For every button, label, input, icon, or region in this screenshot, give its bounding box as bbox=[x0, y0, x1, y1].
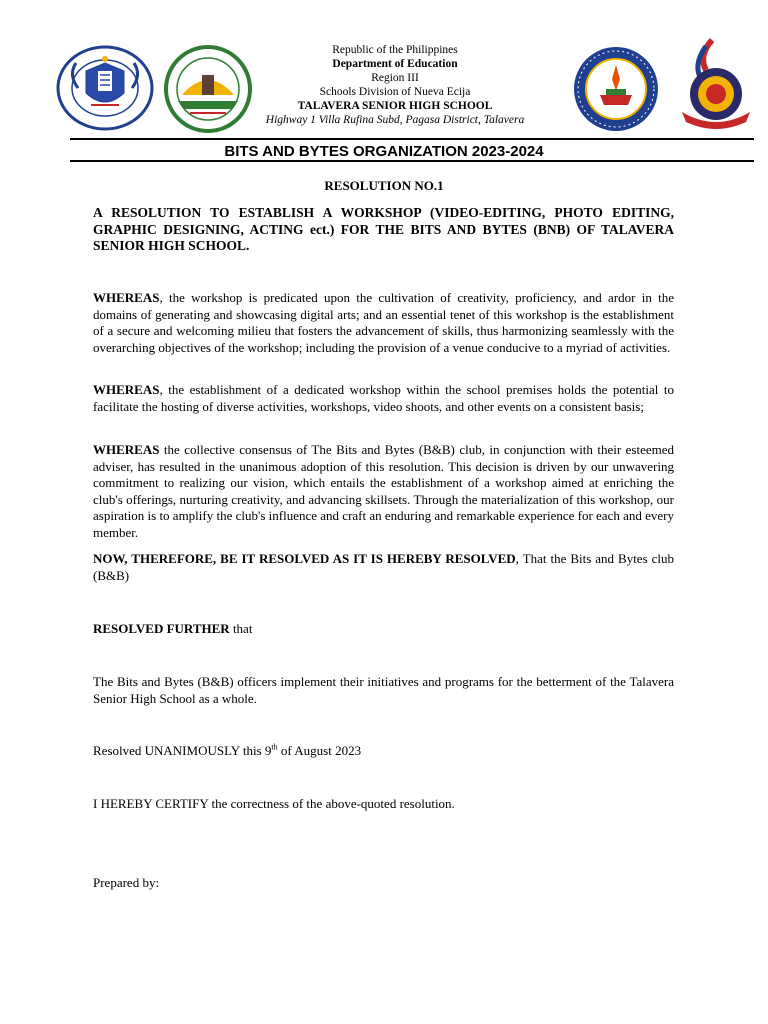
resolved-lead: NOW, THEREFORE, BE IT RESOLVED AS IT IS HEREBY RESOLVED bbox=[93, 551, 516, 566]
ordinal-suffix: th bbox=[271, 742, 278, 752]
resolved-further-text: that bbox=[229, 621, 253, 636]
resolution-number: RESOLUTION NO.1 bbox=[324, 178, 444, 193]
whereas-lead: WHEREAS bbox=[93, 442, 160, 457]
school-name-line: TALAVERA SENIOR HIGH SCHOOL bbox=[297, 100, 493, 112]
whereas-text: , the establishment of a dedicated workshop within the school premises holds the potential to facilitate the hosting of diverse activities, workshops, video shoots, and other events on a consistent basis; bbox=[93, 382, 674, 414]
prepared-by-label: Prepared by: bbox=[93, 875, 160, 890]
region-line: Region III bbox=[371, 72, 419, 84]
whereas-paragraph-3 bbox=[93, 442, 674, 541]
certify-paragraph: I HEREBY CERTIFY the correctness of the above-quoted resolution. bbox=[93, 796, 455, 811]
whereas-paragraph-2 bbox=[93, 382, 674, 415]
letterhead-text bbox=[230, 43, 560, 127]
republic-line: Republic of the Philippines bbox=[332, 44, 458, 56]
whereas-text: , the workshop is predicated upon the cultivation of creativity, proficiency, and ardor in the domains of generating and showcasing digital arts; and an essential tenet of this workshop is the establishment of a secure and welcoming milieu that fosters the advancement of skills, thus harmonizing seamlessly with the overarching objectives of the workshop; including the provision of a venue conducive to a myriad of activities. bbox=[93, 290, 674, 355]
unanimous-text-before: Resolved UNANIMOUSLY this 9 bbox=[93, 743, 272, 758]
school-seal-logo bbox=[570, 45, 662, 133]
unanimous-paragraph bbox=[93, 743, 674, 760]
officers-paragraph: The Bits and Bytes (B&B) officers implement their initiatives and programs for the betterment of the Talavera Senior High School as a whole. bbox=[93, 674, 674, 706]
letterhead bbox=[0, 0, 768, 140]
whereas-lead: WHEREAS bbox=[93, 290, 160, 305]
header-divider-bottom bbox=[70, 160, 754, 162]
resolved-text: , That the Bits and Bytes club (B&B) bbox=[93, 551, 674, 583]
address-line: Highway 1 Villa Rufina Subd, Pagasa District, Talavera bbox=[265, 114, 525, 126]
bits-and-bytes-org-logo bbox=[676, 36, 756, 134]
organization-title: BITS AND BYTES ORGANIZATION 2023-2024 bbox=[224, 143, 544, 160]
whereas-lead: WHEREAS bbox=[93, 382, 160, 397]
resolved-paragraph bbox=[93, 551, 674, 584]
whereas-text: the collective consensus of The Bits and Bytes (B&B) club, in conjunction with their esteemed adviser, has resulted in the unanimous adoption of this resolution. This decision is driven by our unwavering commitment to realizing our vision, which entails the establishment of a workshop aimed at enriching the club's offerings, nurturing creativity, and advancing skillsets. Through the materialization of this workshop, our aspiration is to amplify the club's influence and craft an enduring and remarkable experience for each and every member. bbox=[93, 442, 674, 540]
unanimous-text-after: of August 2023 bbox=[277, 743, 362, 758]
header-divider-top bbox=[70, 138, 754, 140]
resolved-further-paragraph bbox=[93, 621, 674, 638]
deped-seal-logo bbox=[56, 45, 154, 131]
resolution-title: A RESOLUTION TO ESTABLISH A WORKSHOP (VIDEO-EDITING, PHOTO EDITING, GRAPHIC DESIGNING, ACTING ect.) FOR THE BITS AND BYTES (BNB) OF TALAVERA SENIOR HIGH SCHOOL. bbox=[93, 205, 674, 253]
department-line: Department of Education bbox=[332, 58, 458, 70]
resolved-further-lead: RESOLVED FURTHER bbox=[93, 621, 230, 636]
division-line: Schools Division of Nueva Ecija bbox=[319, 86, 471, 98]
whereas-paragraph-1 bbox=[93, 290, 674, 356]
